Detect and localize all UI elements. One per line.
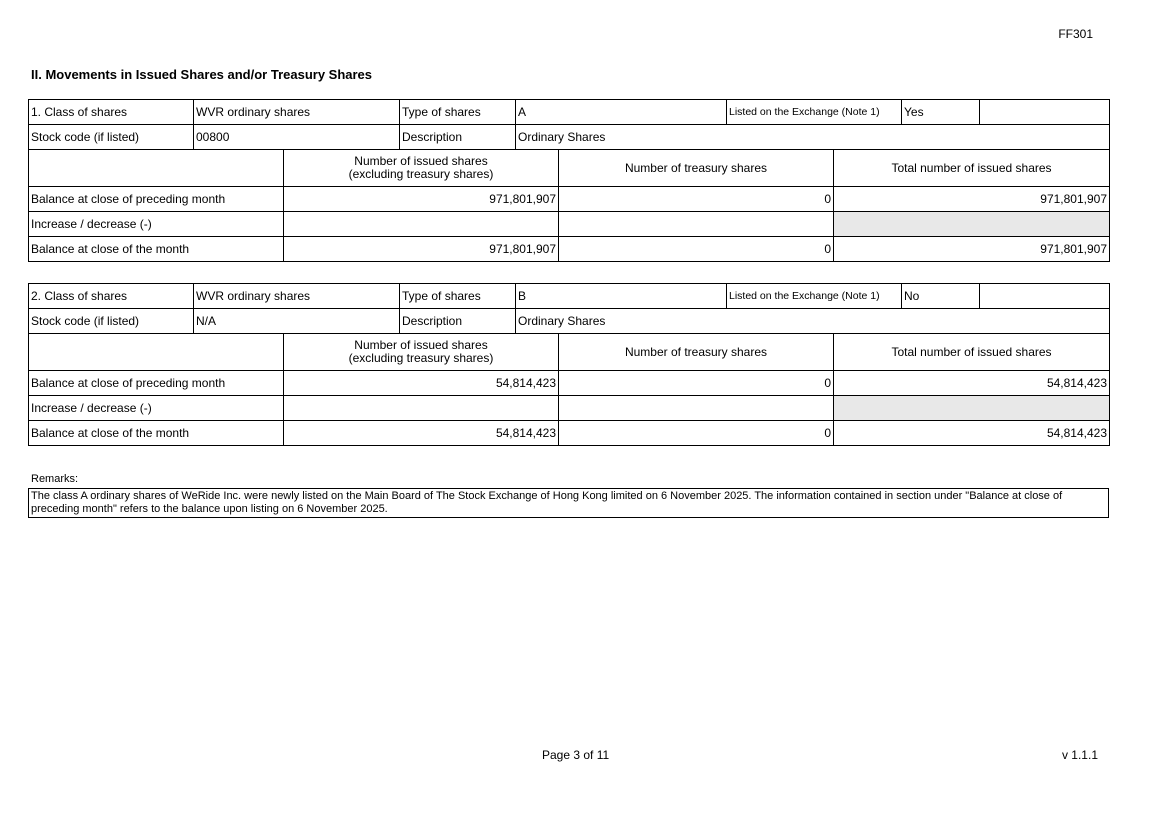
listed-on-exchange-label: Listed on the Exchange (Note 1) [727,284,902,309]
total-value [834,212,1110,237]
stock-code-value: N/A [194,309,400,334]
col-header-issued [284,150,559,187]
issued-value [284,396,559,421]
col-header-treasury: Number of treasury shares [559,334,834,371]
share-movements-table [28,334,1110,446]
row-label: Increase / decrease (-) [29,396,284,421]
col-header-total: Total number of issued shares [834,150,1110,187]
table-row [29,237,1110,262]
table-row [29,421,1110,446]
stock-code-label: Stock code (if listed) [29,125,194,150]
col-header-issued [284,334,559,371]
listed-on-exchange-value: Yes [902,100,980,125]
share-class-header-table [28,283,1110,334]
issued-value: 971,801,907 [284,187,559,212]
col-header-treasury: Number of treasury shares [559,150,834,187]
description-label: Description [400,125,516,150]
share-movements-table [28,150,1110,262]
row-label: Balance at close of preceding month [29,371,284,396]
treasury-value: 0 [559,421,834,446]
table-row [29,396,1110,421]
type-of-shares-value: B [516,284,727,309]
col-header-issued-line1: Number of issued shares [354,154,488,168]
class-of-shares-label: 2. Class of shares [29,284,194,309]
type-of-shares-label: Type of shares [400,284,516,309]
row-label: Increase / decrease (-) [29,212,284,237]
description-value: Ordinary Shares [516,125,1110,150]
listed-on-exchange-label: Listed on the Exchange (Note 1) [727,100,902,125]
table-row [29,212,1110,237]
type-of-shares-value: A [516,100,727,125]
share-class-header-table [28,99,1110,150]
description-label: Description [400,309,516,334]
col-header-total: Total number of issued shares [834,334,1110,371]
listed-on-exchange-value: No [902,284,980,309]
header-empty-cell [29,150,284,187]
empty-cell [980,284,1110,309]
remarks-text: The class A ordinary shares of WeRide Inc. were newly listed on the Main Board of The Stock Exchange of Hong Kong limited on 6 November 2025. The information contained in section under "Balance at close of preceding month" refers to the balance upon listing on 6 November 2025. [28,488,1109,518]
class-of-shares-value: WVR ordinary shares [194,100,400,125]
total-value: 971,801,907 [834,237,1110,262]
col-header-issued-line2: (excluding treasury shares) [348,167,494,181]
treasury-value [559,396,834,421]
table-row [29,187,1110,212]
type-of-shares-label: Type of shares [400,100,516,125]
treasury-value: 0 [559,237,834,262]
total-value: 971,801,907 [834,187,1110,212]
issued-value: 54,814,423 [284,371,559,396]
description-value: Ordinary Shares [516,309,1110,334]
total-value [834,396,1110,421]
issued-value: 971,801,907 [284,237,559,262]
section-title: II. Movements in Issued Shares and/or Treasury Shares [31,67,373,82]
share-class-block-2 [28,283,1109,446]
table-row [29,371,1110,396]
remarks-label: Remarks: [31,473,79,485]
col-header-issued-line2: (excluding treasury shares) [348,351,494,365]
empty-cell [980,100,1110,125]
issued-value: 54,814,423 [284,421,559,446]
page-number: Page 3 of 11 [542,748,610,762]
treasury-value [559,212,834,237]
form-code: FF301 [1058,27,1093,41]
share-class-block-1 [28,99,1109,262]
row-label: Balance at close of the month [29,421,284,446]
header-empty-cell [29,334,284,371]
class-of-shares-label: 1. Class of shares [29,100,194,125]
stock-code-value: 00800 [194,125,400,150]
row-label: Balance at close of the month [29,237,284,262]
col-header-issued-line1: Number of issued shares [354,338,488,352]
class-of-shares-value: WVR ordinary shares [194,284,400,309]
row-label: Balance at close of preceding month [29,187,284,212]
total-value: 54,814,423 [834,421,1110,446]
total-value: 54,814,423 [834,371,1110,396]
treasury-value: 0 [559,187,834,212]
issued-value [284,212,559,237]
treasury-value: 0 [559,371,834,396]
stock-code-label: Stock code (if listed) [29,309,194,334]
version-label: v 1.1.1 [1061,748,1098,762]
